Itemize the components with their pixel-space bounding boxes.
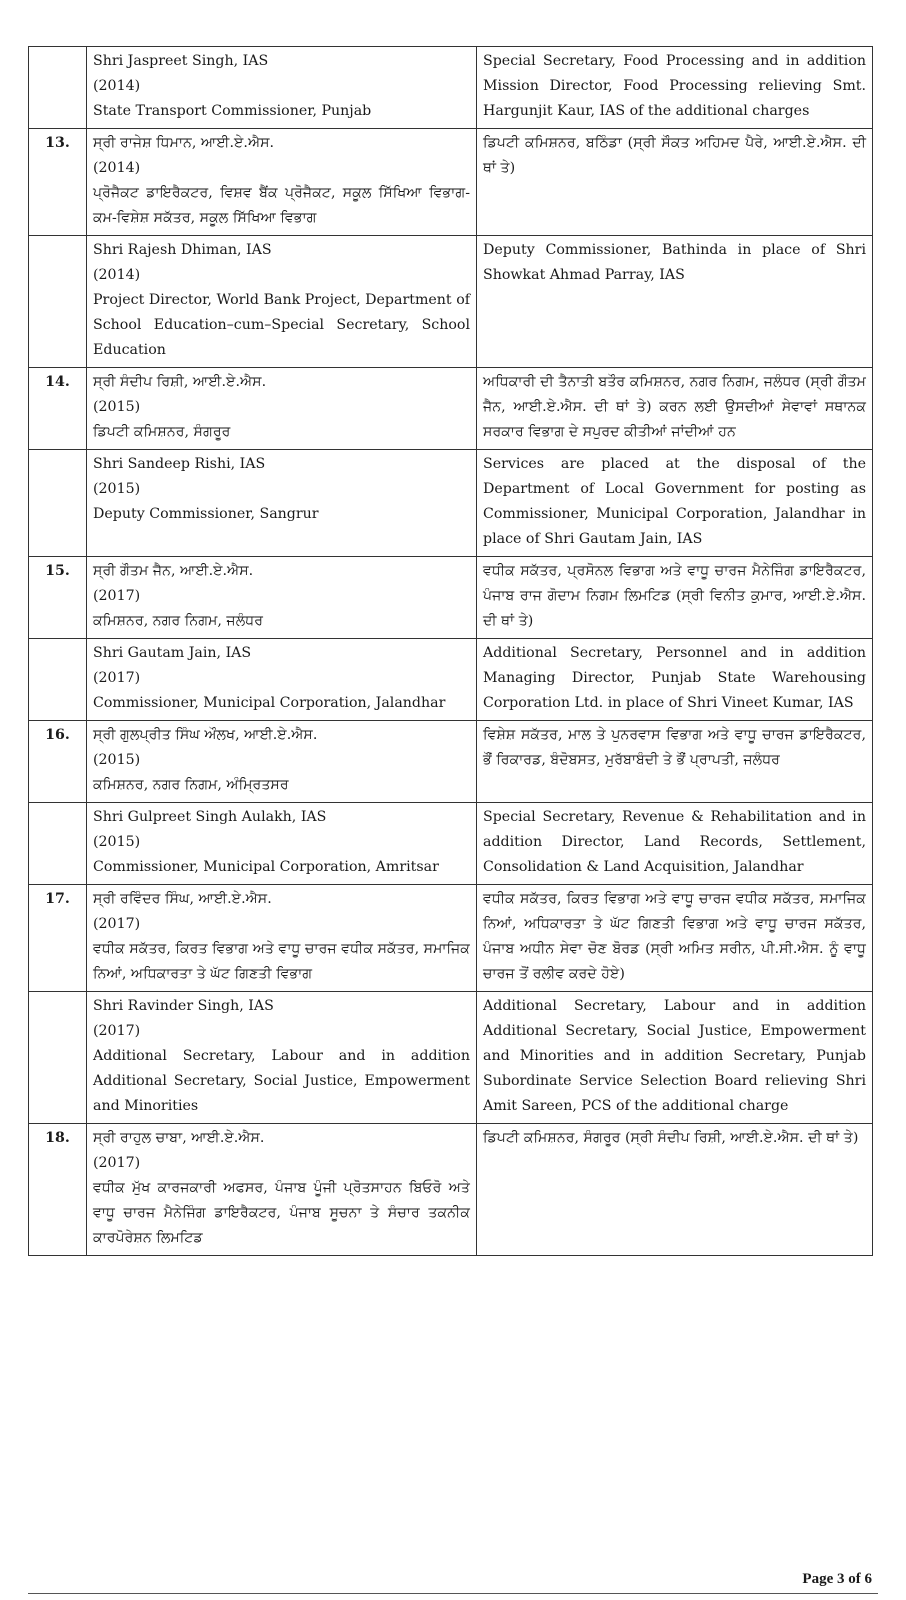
officer-current-post: ਵਧੀਕ ਮੁੱਖ ਕਾਰਜਕਾਰੀ ਅਫਸਰ, ਪੰਜਾਬ ਪੂੰਜੀ ਪ੍ਰੋਤਸਾਹਨ ਬਿਓਰੋ ਅਤੇ ਵਾਧੂ ਚਾਰਜ ਮੈਨੇਜਿੰਗ ਡਾਇਰੈਕਟਰ, ਪੰਜਾਬ ਸੂਚਨਾ ਤੇ ਸੰਚਾਰ ਤਕਨੀਕ ਕਾਰਪੋਰੇਸ਼ਨ ਲਿਮਟਿਡ (93, 1180, 470, 1246)
table-row (29, 885, 873, 992)
table-row (29, 803, 873, 885)
new-posting: ਵਧੀਕ ਸਕੱਤਰ, ਕਿਰਤ ਵਿਭਾਗ ਅਤੇ ਵਾਧੂ ਚਾਰਜ ਵਧੀਕ ਸਕੱਤਰ, ਸਮਾਜਿਕ ਨਿਆਂ, ਅਧਿਕਾਰਤਾ ਤੇ ਘੱਟ ਗਿਣਤੀ ਵਿਭਾਗ ਅਤੇ ਵਾਧੂ ਚਾਰਜ ਸਕੱਤਰ, ਪੰਜਾਬ ਅਧੀਨ ਸੇਵਾ ਚੋਣ ਬੋਰਡ (ਸ੍ਰੀ ਅਮਿਤ ਸਰੀਨ, ਪੀ.ਸੀ.ਐਸ. ਨੂੰ ਵਾਧੂ ਚਾਰਜ ਤੋਂ ਰਲੀਵ ਕਰਦੇ ਹੋਏ) (477, 885, 873, 992)
table-row (29, 557, 873, 639)
officer-batch: (2015) (93, 481, 141, 497)
table-row (29, 992, 873, 1124)
table-row (29, 236, 873, 368)
serial-number (29, 639, 87, 721)
new-posting: ਵਧੀਕ ਸਕੱਤਰ, ਪ੍ਰਸੋਨਲ ਵਿਭਾਗ ਅਤੇ ਵਾਧੂ ਚਾਰਜ ਮੈਨੇਜਿੰਗ ਡਾਇਰੈਕਟਰ, ਪੰਜਾਬ ਰਾਜ ਗੋਦਾਮ ਨਿਗਮ ਲਿਮਟਿਡ (ਸ੍ਰੀ ਵਿਨੀਤ ਕੁਮਾਰ, ਆਈ.ਏ.ਐਸ. ਦੀ ਥਾਂ ਤੇ) (477, 557, 873, 639)
serial-number: 16. (29, 721, 87, 803)
officer-name: Shri Sandeep Rishi, IAS (93, 456, 266, 472)
officer-current-post: Commissioner, Municipal Corporation, Jalandhar (93, 695, 446, 711)
officer-details (87, 992, 477, 1124)
table-row (29, 450, 873, 557)
serial-number: 13. (29, 129, 87, 236)
table-row (29, 129, 873, 236)
officer-current-post: Project Director, World Bank Project, Department of School Education–cum–Special Secretary, School Education (93, 292, 470, 358)
officer-name: Shri Jaspreet Singh, IAS (93, 53, 269, 69)
officer-details (87, 721, 477, 803)
officer-name: Shri Rajesh Dhiman, IAS (93, 242, 272, 258)
officer-batch: (2014) (93, 267, 141, 283)
new-posting: Additional Secretary, Labour and in addition Additional Secretary, Social Justice, Empowerment and Minorities and in addition Secretary, Punjab Subordinate Service Selection Board relieving Shri Amit Sareen, PCS of the additional charge (477, 992, 873, 1124)
officer-current-post: State Transport Commissioner, Punjab (93, 103, 372, 119)
table-row (29, 1124, 873, 1256)
new-posting: ਅਧਿਕਾਰੀ ਦੀ ਤੈਨਾਤੀ ਬਤੌਰ ਕਮਿਸ਼ਨਰ, ਨਗਰ ਨਿਗਮ, ਜਲੰਧਰ (ਸ੍ਰੀ ਗੌਤਮ ਜੈਨ, ਆਈ.ਏ.ਐਸ. ਦੀ ਥਾਂ ਤੇ) ਕਰਨ ਲਈ ਉਸਦੀਆਂ ਸੇਵਾਵਾਂ ਸਥਾਨਕ ਸਰਕਾਰ ਵਿਭਾਗ ਦੇ ਸਪੁਰਦ ਕੀਤੀਆਂ ਜਾਂਦੀਆਂ ਹਨ (477, 368, 873, 450)
officer-batch: (2015) (93, 752, 141, 768)
officer-details (87, 639, 477, 721)
officer-batch: (2017) (93, 916, 141, 932)
officer-current-post: Additional Secretary, Labour and in addition Additional Secretary, Social Justice, Empowerment and Minorities (93, 1048, 470, 1114)
officer-name: ਸ੍ਰੀ ਰਾਜੇਸ਼ ਧਿਮਾਨ, ਆਈ.ਏ.ਐਸ. (93, 135, 275, 151)
officer-details (87, 368, 477, 450)
officer-details (87, 129, 477, 236)
new-posting: Deputy Commissioner, Bathinda in place of Shri Showkat Ahmad Parray, IAS (477, 236, 873, 368)
officer-details (87, 803, 477, 885)
officer-batch: (2017) (93, 670, 141, 686)
serial-number (29, 803, 87, 885)
officer-name: Shri Gulpreet Singh Aulakh, IAS (93, 809, 327, 825)
officer-current-post: ਕਮਿਸ਼ਨਰ, ਨਗਰ ਨਿਗਮ, ਜਲੰਧਰ (93, 613, 264, 629)
serial-number: 14. (29, 368, 87, 450)
officer-details (87, 885, 477, 992)
table-row (29, 47, 873, 129)
officer-current-post: ਪ੍ਰੋਜੈਕਟ ਡਾਇਰੈਕਟਰ, ਵਿਸ਼ਵ ਬੈਂਕ ਪ੍ਰੋਜੈਕਟ, ਸਕੂਲ ਸਿੱਖਿਆ ਵਿਭਾਗ-ਕਮ-ਵਿਸ਼ੇਸ਼ ਸਕੱਤਰ, ਸਕੂਲ ਸਿੱਖਿਆ ਵਿਭਾਗ (93, 185, 470, 226)
new-posting: ਵਿਸ਼ੇਸ਼ ਸਕੱਤਰ, ਮਾਲ ਤੇ ਪੁਨਰਵਾਸ ਵਿਭਾਗ ਅਤੇ ਵਾਧੂ ਚਾਰਜ ਡਾਇਰੈਕਟਰ, ਭੌਂ ਰਿਕਾਰਡ, ਬੰਦੋਬਸਤ, ਮੁਰੱਬਾਬੰਦੀ ਤੇ ਭੌਂ ਪ੍ਰਾਪਤੀ, ਜਲੰਧਰ (477, 721, 873, 803)
serial-number (29, 992, 87, 1124)
posting-orders-table (28, 46, 873, 1256)
officer-batch: (2017) (93, 588, 141, 604)
new-posting: ਡਿਪਟੀ ਕਮਿਸ਼ਨਰ, ਸੰਗਰੂਰ (ਸ੍ਰੀ ਸੰਦੀਪ ਰਿਸ਼ੀ, ਆਈ.ਏ.ਐਸ. ਦੀ ਥਾਂ ਤੇ) (477, 1124, 873, 1256)
table-row (29, 639, 873, 721)
officer-name: ਸ੍ਰੀ ਰਵਿੰਦਰ ਸਿੰਘ, ਆਈ.ਏ.ਐਸ. (93, 891, 272, 907)
officer-details (87, 450, 477, 557)
officer-details (87, 236, 477, 368)
officer-name: Shri Ravinder Singh, IAS (93, 998, 274, 1014)
officer-batch: (2015) (93, 399, 141, 415)
footer-rule (28, 1593, 878, 1594)
officer-current-post: Deputy Commissioner, Sangrur (93, 506, 319, 522)
officer-current-post: ਡਿਪਟੀ ਕਮਿਸ਼ਨਰ, ਸੰਗਰੂਰ (93, 424, 231, 440)
officer-batch: (2017) (93, 1155, 141, 1171)
officer-details (87, 1124, 477, 1256)
officer-name: ਸ੍ਰੀ ਗੁਲਪ੍ਰੀਤ ਸਿੰਘ ਔਲਖ, ਆਈ.ਏ.ਐਸ. (93, 727, 318, 743)
officer-batch: (2014) (93, 78, 141, 94)
officer-name: Shri Gautam Jain, IAS (93, 645, 252, 661)
serial-number: 15. (29, 557, 87, 639)
new-posting: Special Secretary, Revenue & Rehabilitation and in addition Director, Land Records, Settlement, Consolidation & Land Acquisition, Jalandhar (477, 803, 873, 885)
officer-batch: (2014) (93, 160, 141, 176)
serial-number (29, 450, 87, 557)
new-posting: Additional Secretary, Personnel and in addition Managing Director, Punjab State Warehousing Corporation Ltd. in place of Shri Vineet Kumar, IAS (477, 639, 873, 721)
page-number: Page 3 of 6 (802, 1571, 872, 1587)
new-posting: Services are placed at the disposal of the Department of Local Government for posting as Commissioner, Municipal Corporation, Jalandhar in place of Shri Gautam Jain, IAS (477, 450, 873, 557)
new-posting: ਡਿਪਟੀ ਕਮਿਸ਼ਨਰ, ਬਠਿੰਡਾ (ਸ੍ਰੀ ਸੌਕਤ ਅਹਿਮਦ ਪੈਰੇ, ਆਈ.ਏ.ਐਸ. ਦੀ ਥਾਂ ਤੇ) (477, 129, 873, 236)
officer-name: ਸ੍ਰੀ ਗੌਤਮ ਜੈਨ, ਆਈ.ਏ.ਐਸ. (93, 563, 254, 579)
officer-batch: (2015) (93, 834, 141, 850)
new-posting: Special Secretary, Food Processing and in addition Mission Director, Food Processing relieving Smt. Hargunjit Kaur, IAS of the additional charges (477, 47, 873, 129)
officer-details (87, 557, 477, 639)
officer-details (87, 47, 477, 129)
table-row (29, 721, 873, 803)
serial-number (29, 47, 87, 129)
serial-number: 17. (29, 885, 87, 992)
officer-current-post: ਕਮਿਸ਼ਨਰ, ਨਗਰ ਨਿਗਮ, ਅੰਮ੍ਰਿਤਸਰ (93, 777, 289, 793)
officer-name: ਸ੍ਰੀ ਰਾਹੁਲ ਚਾਬਾ, ਆਈ.ਏ.ਐਸ. (93, 1130, 265, 1146)
officer-current-post: ਵਧੀਕ ਸਕੱਤਰ, ਕਿਰਤ ਵਿਭਾਗ ਅਤੇ ਵਾਧੂ ਚਾਰਜ ਵਧੀਕ ਸਕੱਤਰ, ਸਮਾਜਿਕ ਨਿਆਂ, ਅਧਿਕਾਰਤਾ ਤੇ ਘੱਟ ਗਿਣਤੀ ਵਿਭਾਗ (93, 941, 470, 982)
officer-name: ਸ੍ਰੀ ਸੰਦੀਪ ਰਿਸ਼ੀ, ਆਈ.ਏ.ਐਸ. (93, 374, 267, 390)
serial-number (29, 236, 87, 368)
serial-number: 18. (29, 1124, 87, 1256)
table-row (29, 368, 873, 450)
officer-batch: (2017) (93, 1023, 141, 1039)
officer-current-post: Commissioner, Municipal Corporation, Amritsar (93, 859, 439, 875)
